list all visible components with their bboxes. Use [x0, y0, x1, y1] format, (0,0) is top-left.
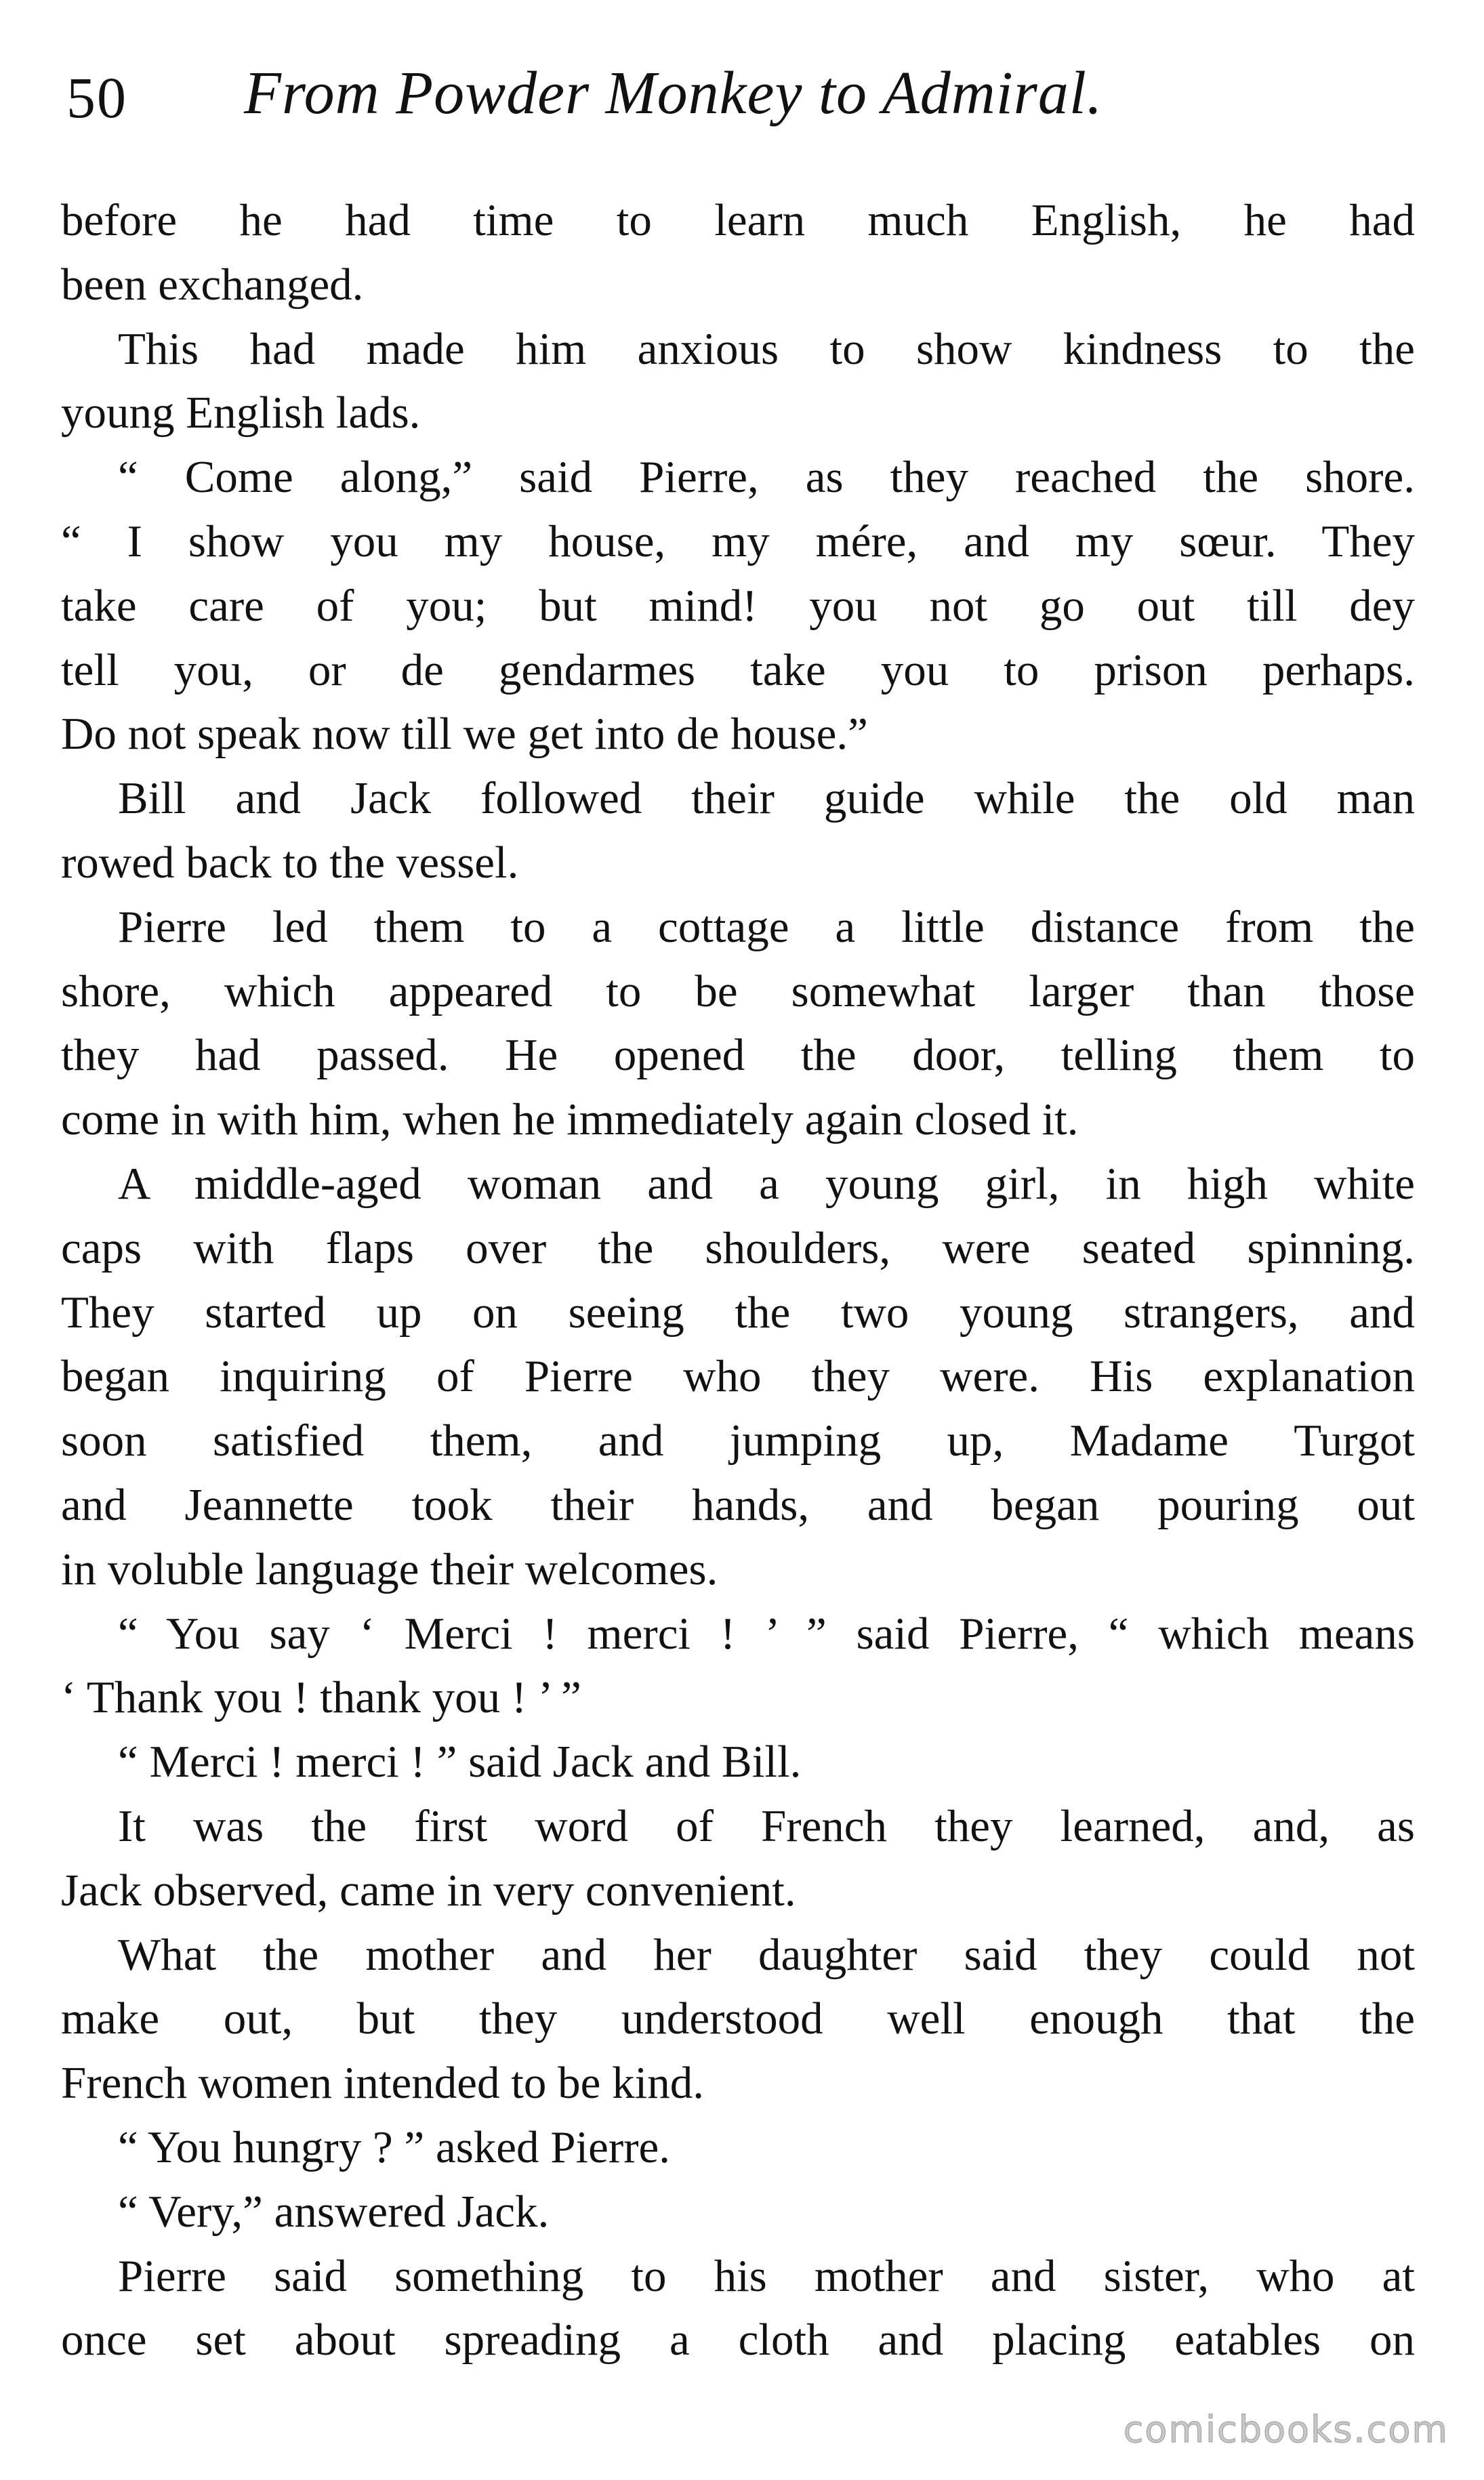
- text-line: Pierre said something to his mother and sister, who at: [118, 2250, 1415, 2301]
- text-line: make out, but they understood well enough that the: [61, 1993, 1415, 2044]
- text-line: “ Very,” answered Jack.: [118, 2186, 550, 2237]
- page-header: [66, 53, 1388, 148]
- paragraph: [61, 1602, 1415, 1731]
- text-line: began inquiring of Pierre who they were. His explanation: [61, 1351, 1415, 1402]
- text-line: once set about spreading a cloth and placing eatables on: [61, 2315, 1415, 2365]
- text-line: Do not speak now till we get into de house.”: [61, 709, 868, 760]
- paragraph: [61, 895, 1415, 1152]
- paragraph: [61, 766, 1415, 895]
- paragraph: [61, 445, 1415, 766]
- text-line: caps with flaps over the shoulders, were seated spinning.: [61, 1222, 1415, 1273]
- text-line: take care of you; but mind! you not go out till dey: [61, 580, 1415, 631]
- text-line: What the mother and her daughter said they could not: [118, 1929, 1415, 1980]
- text-line: in voluble language their welcomes.: [61, 1544, 718, 1594]
- text-line: they had passed. He opened the door, telling them to: [61, 1030, 1415, 1081]
- text-line: ‘ Thank you ! thank you ! ’ ”: [61, 1672, 581, 1723]
- paragraph: [61, 2115, 1415, 2180]
- text-line: Bill and Jack followed their guide while the old man: [118, 773, 1415, 824]
- text-line: They started up on seeing the two young strangers, and: [61, 1287, 1415, 1338]
- paragraph: [61, 1794, 1415, 1923]
- text-line: Pierre led them to a cottage a little distance from the: [118, 901, 1415, 952]
- text-line: “ I show you my house, my mére, and my sœur. They: [61, 516, 1415, 566]
- text-line: tell you, or de gendarmes take you to prison perhaps.: [61, 644, 1415, 695]
- text-line: French women intended to be kind.: [61, 2058, 704, 2109]
- text-line: “ Merci ! merci ! ” said Jack and Bill.: [118, 1737, 802, 1787]
- text-line: “ You hungry ? ” asked Pierre.: [118, 2122, 670, 2172]
- paragraph: [61, 188, 1415, 317]
- text-line: It was the first word of French they learned, and, as: [118, 1800, 1415, 1851]
- watermark: comicbooks.com: [1123, 2408, 1449, 2451]
- paragraph: [61, 2180, 1415, 2244]
- paragraph: [61, 1730, 1415, 1794]
- page-number: 50: [66, 65, 127, 130]
- paragraph: [61, 2244, 1415, 2373]
- text-line: Jack observed, came in very convenient.: [61, 1865, 796, 1916]
- text-line: before he had time to learn much English, he had: [61, 195, 1415, 245]
- paragraph: [61, 317, 1415, 446]
- text-line: young English lads.: [61, 388, 421, 438]
- body-text: [61, 188, 1415, 2372]
- running-title: From Powder Monkey to Admiral.: [244, 60, 1103, 127]
- text-line: shore, which appeared to be somewhat larger than those: [61, 966, 1415, 1016]
- text-line: and Jeannette took their hands, and began pouring out: [61, 1479, 1415, 1530]
- text-line: A middle-aged woman and a young girl, in high white: [118, 1158, 1415, 1209]
- text-line: “ Come along,” said Pierre, as they reached the shore.: [118, 452, 1415, 503]
- paragraph: [61, 1152, 1415, 1602]
- paragraph: [61, 1923, 1415, 2115]
- text-line: come in with him, when he immediately again closed it.: [61, 1094, 1079, 1145]
- text-line: been exchanged.: [61, 259, 364, 310]
- text-line: rowed back to the vessel.: [61, 837, 519, 888]
- text-line: “ You say ‘ Merci ! merci ! ’ ” said Pierre, “ which means: [118, 1608, 1415, 1659]
- text-line: This had made him anxious to show kindness to the: [118, 323, 1415, 374]
- text-line: soon satisfied them, and jumping up, Madame Turgot: [61, 1415, 1415, 1466]
